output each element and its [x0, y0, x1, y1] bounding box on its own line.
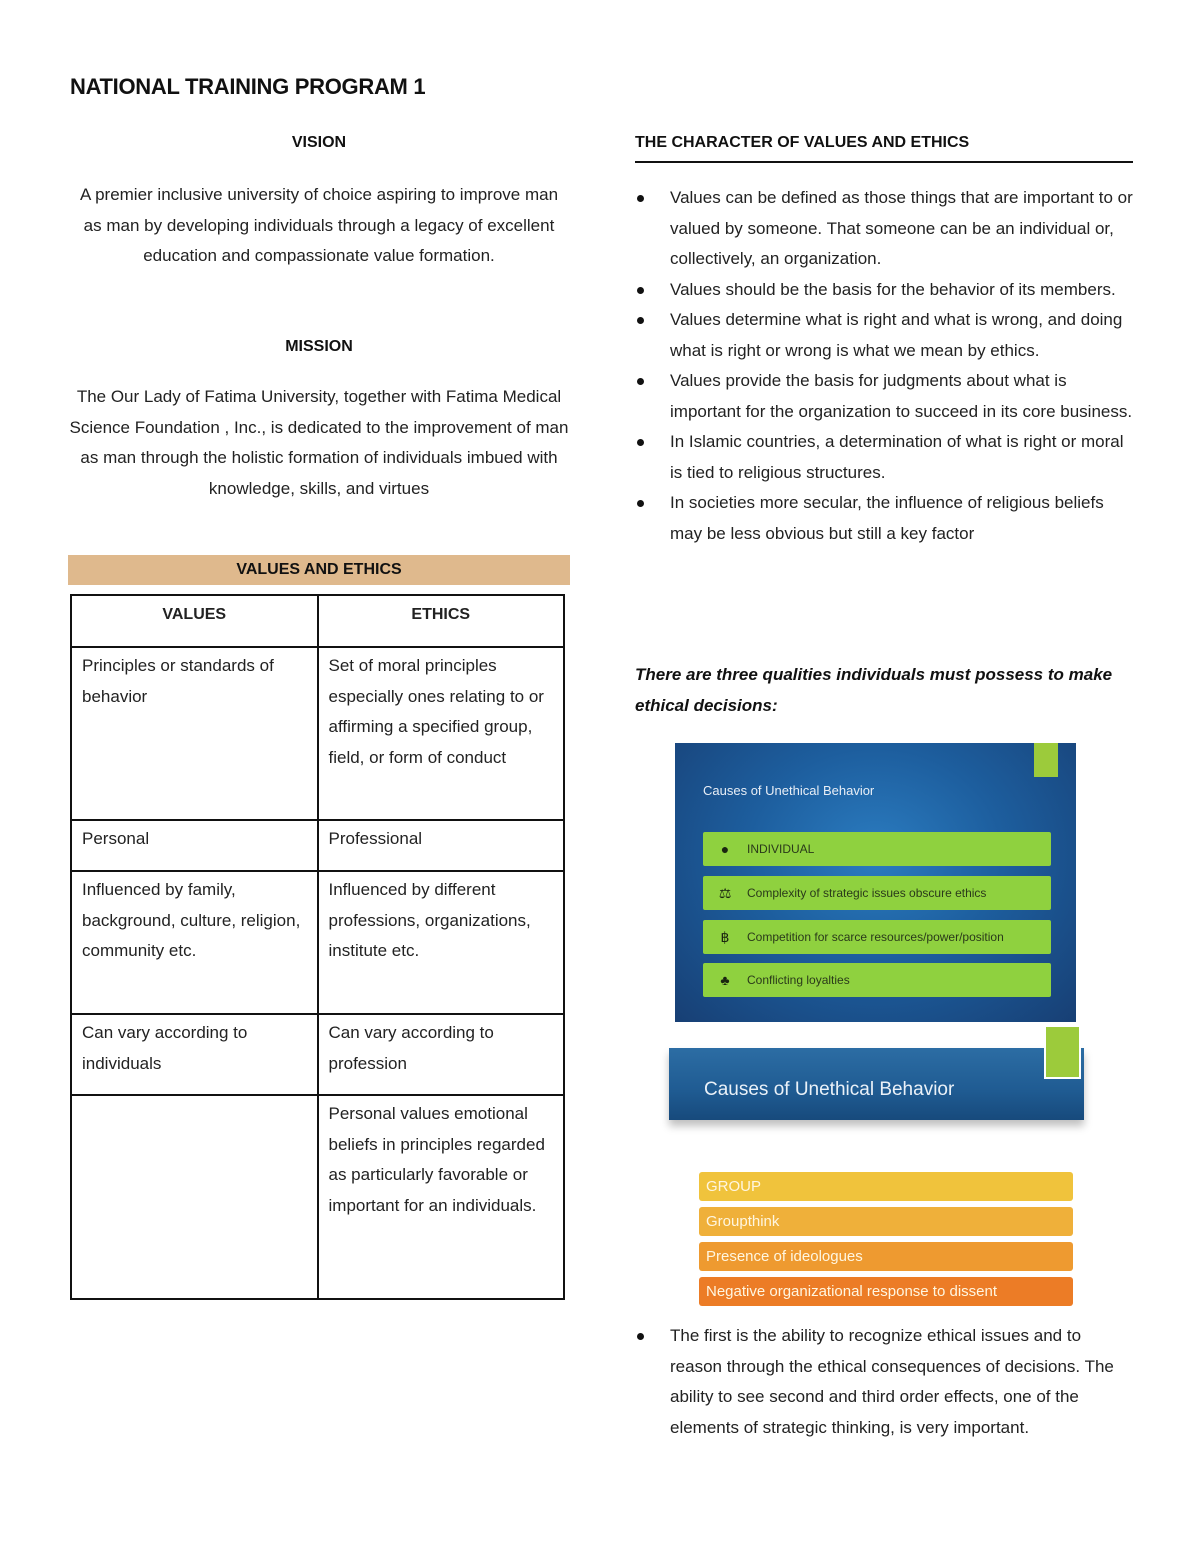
- slide-item-label: Competition for scarce resources/power/position: [747, 930, 1004, 944]
- table-row: [71, 1014, 564, 1095]
- slide-individual-causes: [675, 743, 1076, 1022]
- ethics-column-header: ETHICS: [318, 595, 565, 647]
- slide-item-label: Complexity of strategic issues obscure ethics: [747, 886, 987, 900]
- list-item: In Islamic countries, a determination of what is right or moral is tied to religious structures.: [635, 427, 1133, 488]
- slide-item: [703, 920, 1051, 954]
- slide-item: [703, 876, 1051, 910]
- currency-icon: ฿: [720, 929, 730, 945]
- list-item: In societies more secular, the influence of religious beliefs may be less obvious but still a key factor: [635, 488, 1133, 549]
- ethics-cell: Can vary according to profession: [318, 1014, 565, 1095]
- table-header-row: [71, 595, 564, 647]
- mission-text: The Our Lady of Fatima University, together with Fatima Medical Science Foundation , Inc., is dedicated to the improvement of man as man through the holistic formation of individuals imbued with knowledge, skills, and virtues: [69, 387, 569, 498]
- qualities-bullet-list: [635, 1321, 1133, 1443]
- slide-title: Causes of Unethical Behavior: [703, 783, 875, 798]
- list-item: Values can be defined as those things that are important to or valued by someone. That someone can be an individual or, collectively, an organization.: [635, 183, 1133, 275]
- person-icon: ●: [720, 841, 730, 857]
- values-column-header: VALUES: [71, 595, 318, 647]
- values-ethics-band: VALUES AND ETHICS: [68, 555, 570, 585]
- list-item: Values determine what is right and what is wrong, and doing what is right or wrong is what we mean by ethics.: [635, 305, 1133, 366]
- group-cause-item: Presence of ideologues: [699, 1242, 1073, 1271]
- ethics-cell: Set of moral principles especially ones relating to or affirming a specified group, field, or form of conduct: [318, 647, 565, 820]
- values-cell: Personal: [71, 820, 318, 871]
- document-title: NATIONAL TRAINING PROGRAM 1: [70, 74, 426, 99]
- list-item: The first is the ability to recognize ethical issues and to reason through the ethical consequences of decisions. The ability to see second and third order effects, one of the elements of strategic thinking, is very important.: [635, 1321, 1133, 1443]
- table-row: [71, 647, 564, 820]
- group-cause-item: Groupthink: [699, 1207, 1073, 1236]
- club-icon: ♣: [720, 972, 730, 988]
- character-bullet-list: [635, 183, 1133, 549]
- slide-accent-tab: [1044, 1025, 1081, 1079]
- values-cell: [71, 1095, 318, 1299]
- vision-heading: VISION: [291, 134, 347, 151]
- heading-divider: [635, 161, 1133, 163]
- ethics-cell: Professional: [318, 820, 565, 871]
- character-heading: THE CHARACTER OF VALUES AND ETHICS: [635, 134, 970, 151]
- scales-icon: ⚖: [718, 885, 732, 901]
- ethics-cell: Personal values emotional beliefs in principles regarded as particularly favorable or important for an individuals.: [318, 1095, 565, 1299]
- list-item: Values provide the basis for judgments about what is important for the organization to succeed in its core business.: [635, 366, 1133, 427]
- slide-item: [703, 963, 1051, 997]
- table-row: [71, 1095, 564, 1299]
- qualities-intro: There are three qualities individuals must possess to make ethical decisions:: [635, 665, 1113, 715]
- slide-item-label: INDIVIDUAL: [747, 842, 815, 856]
- group-cause-item: Negative organizational response to dissent: [699, 1277, 1073, 1306]
- table-row: [71, 820, 564, 871]
- slide-title: Causes of Unethical Behavior: [704, 1079, 955, 1100]
- vision-text: A premier inclusive university of choice aspiring to improve man as man by developing individuals through a legacy of excellent education and compassionate value formation.: [79, 185, 559, 265]
- slide-item-label: Conflicting loyalties: [747, 973, 850, 987]
- values-cell: Principles or standards of behavior: [71, 647, 318, 820]
- mission-heading: MISSION: [285, 338, 353, 355]
- list-item: Values should be the basis for the behavior of its members.: [635, 275, 1133, 306]
- group-cause-item: GROUP: [699, 1172, 1073, 1201]
- values-cell: Influenced by family, background, culture, religion, community etc.: [71, 871, 318, 1014]
- values-ethics-table: [70, 594, 565, 1300]
- values-cell: Can vary according to individuals: [71, 1014, 318, 1095]
- ethics-cell: Influenced by different professions, organizations, institute etc.: [318, 871, 565, 1014]
- slide-accent-tab: [1034, 743, 1058, 777]
- slide-group-title-bar: [669, 1048, 1084, 1120]
- slide-item: [703, 832, 1051, 866]
- table-row: [71, 871, 564, 1014]
